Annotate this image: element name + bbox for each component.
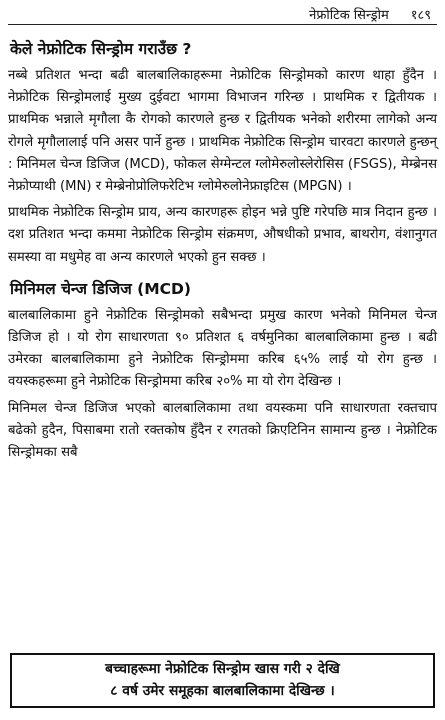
page-number: १८९ [410,8,431,23]
section-heading-causes: केले नेफ्रोटिक सिन्ड्रोम गराउँछ ? [10,40,192,58]
paragraph-mcd-2: मिनिमल चेन्ज डिजिज भएको बालबालिकामा तथा वयस्कमा पनि साधारणता रक्तचाप बढेको हुदैन, पिसाबमा रातो रक्तकोष हुँदैन र रगतको क्रिएटिनिन सामान्य हुन्छ । नेफ्रोटिक सिन्ड्रोमका सबै [8,400,437,461]
paragraph-causes-2: प्राथमिक नेफ्रोटिक सिन्ड्रोम प्राय, अन्य कारणहरू होइन भन्ने पुष्टि गरेपछि मात्र निदान हुन्छ । दश प्रतिशत भन्दा कममा नेफ्रोटिक सिन्ड्रोम संक्रमण, औषधीको प्रभाव, बाथरोग, वंशानुगत समस्या वा मधुमेह वा अन्य कारणले भएको हुन सक्छ । [8,205,437,265]
paragraph-causes-1: नब्बे प्रतिशत भन्दा बढी बालबालिकाहरूमा नेफ्रोटिक सिन्ड्रोमको कारण थाहा हुँदैन । नेफ्रोटिक सिन्ड्रोमलाई मुख्य दुईवटा भागमा विभाजन गरिन्छ । प्राथमिक र द्वितीयक । प्राथमिक भन्नाले मृगौला कै रोगको कारणले हुन्छ र द्वितीयक भनेको शरीरमा लागेको अन्य रोगले मृगौलालाई पनि असर पार्ने हुन्छ । प्राथमिक नेफ्रोटिक सिन्ड्रोम चारवटा कारणले हुन्छन् : मिनिमल चेन्ज डिजिज (MCD), फोकल सेग्मेन्टल ग्लोमेरुलोस्लेरोसिस (FSGS), मेम्ब्रेनस नेफ्रोप्याथी (MN) र मेम्ब्रेनोप्रोलिफरेटिभ ग्लोमेरुलोनेफ्राइटिस (MPGN) । [8,68,437,195]
highlight-box [10,653,435,708]
running-title: नेफ्रोटिक सिन्ड्रोम [309,8,389,23]
section-heading-mcd: मिनिमल चेन्ज डिजिज (MCD) [10,279,191,298]
paragraph-mcd-1: बालबालिकामा हुने नेफ्रोटिक सिन्ड्रोमको सबैभन्दा प्रमुख कारण भनेको मिनिमल चेन्ज डिजिज हो । यो रोग साधारणता ९० प्रतिशत ६ वर्षमुनिका बालबालिकामा हुन्छ । बढी उमेरका बालबालिकामा हुने नेफ्रोटिक सिन्ड्रोममा करिब ६५% लाई यो रोग हुन्छ । वयस्कहरूमा हुने नेफ्रोटिक सिन्ड्रोममा करिब २०% मा यो रोग देखिन्छ । [8,307,437,390]
highlight-line-1: बच्चाहरूमा नेफ्रोटिक सिन्ड्रोम खास गरी २ देखि [105,661,340,677]
highlight-line-2: ८ वर्ष उमेर समूहका बालबालिकामा देखिन्छ । [110,683,335,699]
running-header [8,0,437,25]
